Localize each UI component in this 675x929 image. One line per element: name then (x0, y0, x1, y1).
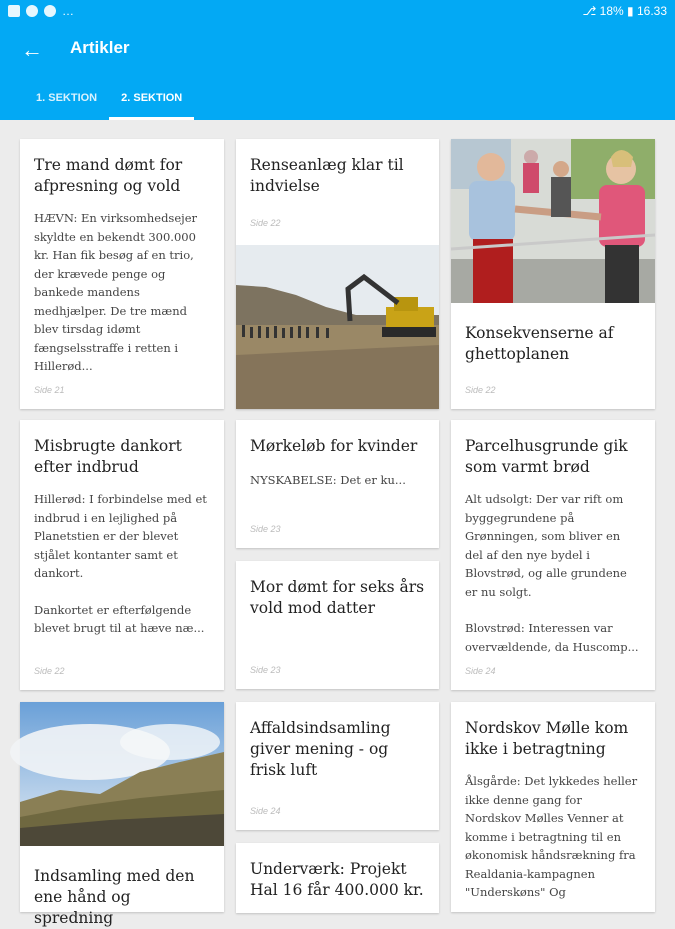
article-card[interactable] (236, 561, 439, 689)
article-image (236, 245, 439, 409)
article-title: Affaldsindsamling giver mening - og frisk luft (250, 719, 391, 779)
page-number: Side 22 (250, 218, 281, 228)
article-card[interactable] (20, 702, 224, 927)
article-title: Parcelhusgrunde gik som varmt brød (465, 437, 628, 476)
page-number: Side 24 (250, 806, 281, 816)
article-summary: Alt udsolgt: Der var rift om byggegrundene på Grønningen, som bliver en del af den nye bydel i Blovstrød, og alle grundene er nu solgt. (465, 492, 627, 599)
image-icon (8, 5, 20, 17)
tab-2-sektion[interactable]: 2. SEKTION (109, 82, 194, 120)
page-number: Side 23 (250, 524, 281, 534)
vpn-icon (26, 5, 38, 17)
app-icon (44, 5, 56, 17)
article-image (20, 702, 224, 846)
more-notifications-icon: … (62, 4, 74, 18)
article-title: Mor dømt for seks års vold mod datter (250, 578, 425, 617)
article-card[interactable] (20, 139, 224, 409)
section-tabs (24, 82, 194, 120)
tab-1-sektion[interactable]: 1. SEKTION (36, 92, 98, 104)
page-number: Side 21 (34, 385, 65, 395)
article-title: Renseanlæg klar til indvielse (250, 156, 404, 195)
status-bar (0, 0, 675, 24)
article-summary: HÆVN: En virksomhedsejer skyldte en bekendt 300.000 kr. Han fik besøg af en trio, der krævede penge og bankede mandens medhjælper. De tre mænd blev tirsdag idømt fængselsstraffe i retten i Hillerød... (34, 211, 198, 373)
article-title: Underværk: Projekt Hal 16 får 400.000 kr. (250, 860, 424, 899)
page-number: Side 24 (465, 666, 496, 676)
article-image (451, 139, 655, 303)
article-card[interactable] (236, 420, 439, 548)
article-card[interactable] (236, 843, 439, 913)
article-card[interactable] (236, 139, 439, 409)
article-title: Konsekvenserne af ghettoplanen (465, 324, 614, 363)
article-card[interactable] (451, 702, 655, 912)
article-summary: Hillerød: I forbindelse med et indbrud i en lejlighed på Planetstien er der blevet stjålet kontanter samt et dankort. (34, 492, 207, 580)
article-title: Nordskov Mølle kom ikke i betragtning (465, 719, 629, 758)
article-title: Indsamling med den ene hånd og spredning (34, 867, 195, 927)
page-number: Side 22 (465, 385, 496, 395)
article-card[interactable] (20, 420, 224, 690)
app-bar (0, 24, 675, 120)
article-summary: Ålsgårde: Det lykkedes heller ikke denne gang for Nordskov Mølles Venner at komme i betragtning til en økonomisk håndsrækning fra Realdania-kampagnen "Underskøns" Og (465, 774, 638, 899)
status-right: ⎇ 18% ▮ 16.33 (582, 4, 667, 18)
article-title: Tre mand dømt for afpresning og vold (34, 156, 183, 195)
article-card[interactable] (451, 420, 655, 690)
back-arrow-icon[interactable]: ← (21, 37, 43, 62)
article-title: Misbrugte dankort efter indbrud (34, 437, 182, 476)
page-number: Side 23 (250, 665, 281, 675)
article-card[interactable] (451, 139, 655, 409)
article-summary-continued: Dankortet er efterfølgende blevet brugt til at hæve næ... (34, 602, 205, 635)
article-summary-continued: Blovstrød: Interessen var overvældende, da Huscomp... (465, 621, 639, 654)
page-title: Artikler (70, 38, 130, 57)
article-card[interactable] (236, 702, 439, 830)
article-summary: NYSKABELSE: Det er ku... (250, 473, 406, 487)
page-number: Side 22 (34, 666, 65, 676)
article-title: Mørkeløb for kvinder (250, 437, 418, 455)
